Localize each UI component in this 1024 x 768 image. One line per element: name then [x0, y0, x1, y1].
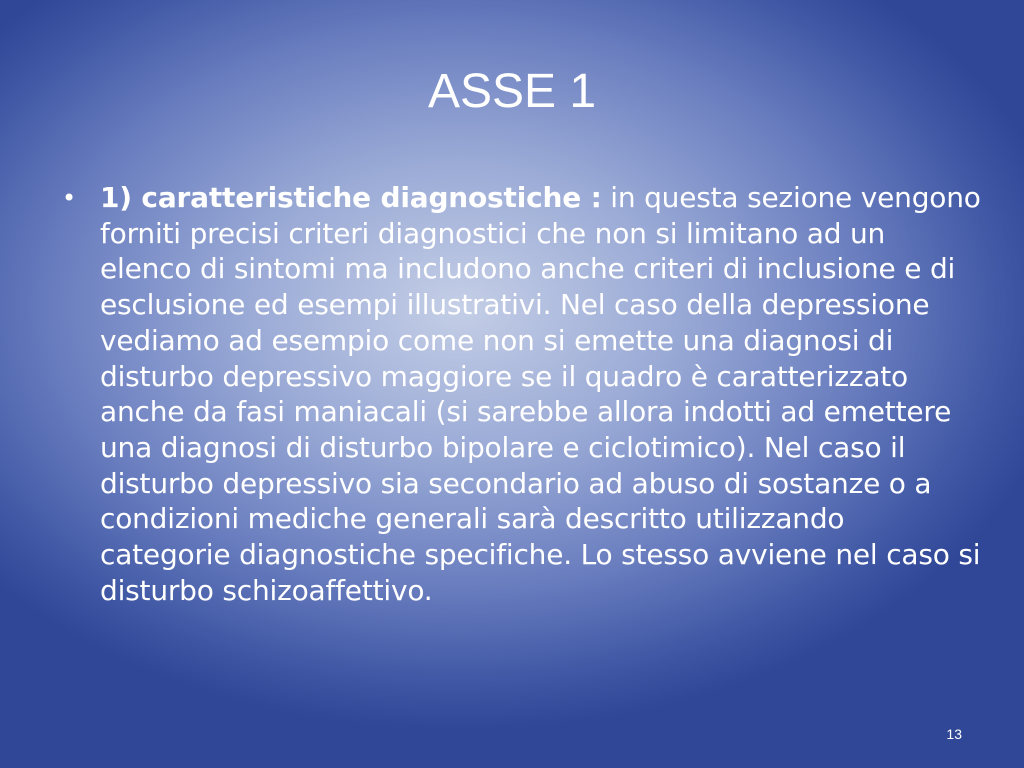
slide-body [62, 180, 982, 608]
bullet-icon: • [62, 184, 77, 212]
slide-title: ASSE 1 [427, 65, 597, 118]
bullet-item [62, 180, 982, 608]
bullet-text [100, 180, 982, 608]
page-number: 13 [946, 726, 962, 742]
bullet-heading: 1) caratteristiche diagnostiche : [100, 181, 602, 214]
bullet-body: in questa sezione vengono forniti precisi criteri diagnostici che non si limitano ad un elenco di sintomi ma includono anche criteri di inclusione e di esclusione ed esempi illustrativi. Nel caso della depressione vediamo ad esempio come non si emette una diagnosi di disturbo depressivo maggiore se il quadro è caratterizzato anche da fasi maniacali (si sarebbe allora indotti ad emettere una diagnosi di disturbo bipolare e ciclotimico). Nel caso il disturbo depressivo sia secondario ad abuso di sostanze o a condizioni mediche generali sarà descritto utilizzando categorie diagnostiche specifiche. Lo stesso avviene nel caso si disturbo schizoaffettivo. [100, 181, 981, 607]
